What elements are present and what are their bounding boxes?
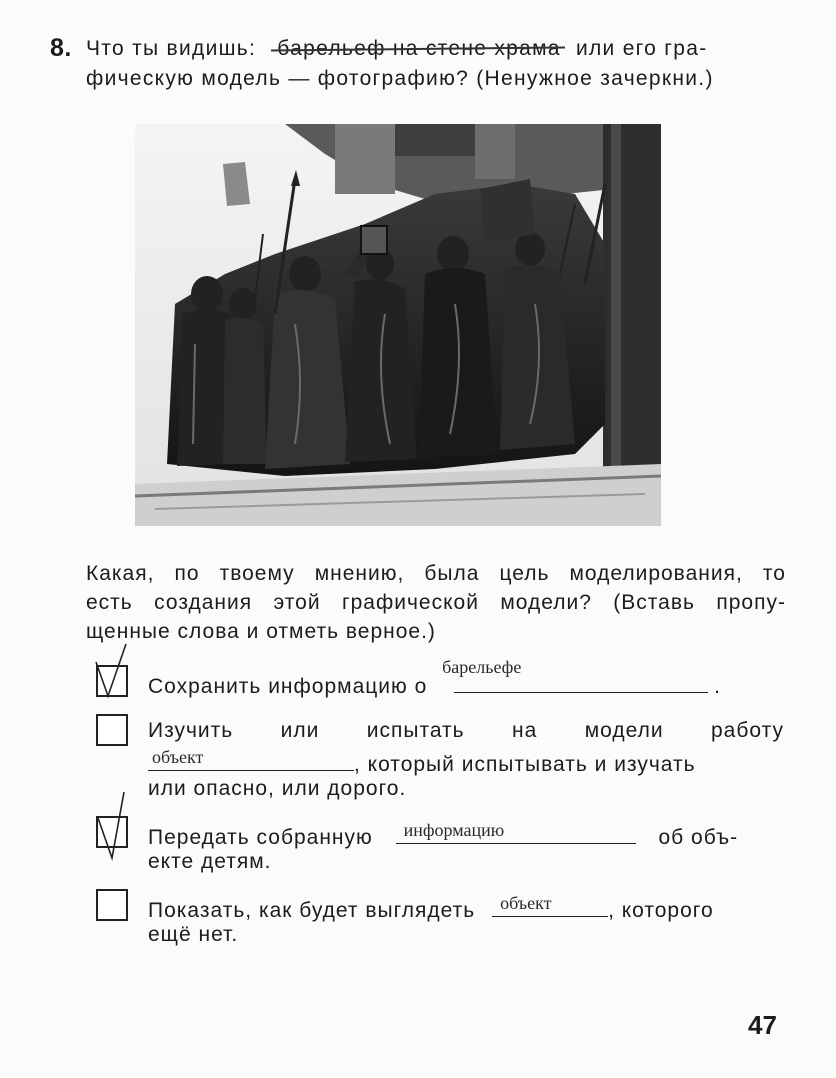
- page-number: 47: [748, 1010, 777, 1040]
- answer-blank-3[interactable]: [396, 821, 636, 844]
- prompt-line-1: Какая, по твоему мнению, была цель моделирования, то: [86, 562, 786, 585]
- answer-blank-2[interactable]: [148, 748, 354, 771]
- option-4-line-2: ещё нет.: [148, 923, 239, 946]
- question-text: Что ты видишь:: [86, 37, 257, 60]
- option-2-line-2: объект , который испытывать и изучать: [148, 748, 784, 777]
- prompt-line-3: щенные слова и отметь верное.): [86, 620, 436, 643]
- option-2-line-1: Изучить или испытать на модели работу: [148, 719, 784, 742]
- check-mark-icon: [92, 640, 132, 702]
- prompt-line-2: есть создания этой графической модели? (Вставь пропу-: [86, 591, 786, 614]
- option-2-checkbox[interactable]: [96, 714, 128, 746]
- handwritten-answer: объект: [500, 893, 552, 913]
- option-3-line-2: екте детям.: [148, 850, 272, 873]
- crossed-out-option: барельеф на стене храма: [277, 37, 561, 60]
- option-2-line-3: или опасно, или дорого.: [148, 777, 407, 800]
- answer-blank-1[interactable]: [442, 657, 708, 693]
- option-1-text: Сохранить информацию о барельефе .: [148, 657, 721, 698]
- question-connector: или его гра-: [575, 37, 708, 60]
- handwritten-answer: объект: [152, 747, 204, 767]
- option-4-checkbox[interactable]: [96, 889, 128, 921]
- option-3-line-1: Передать собранную информацию об объ-: [148, 820, 739, 849]
- relief-photo: [135, 124, 661, 526]
- question-line-2: фическую модель — фотографию? (Ненужное зачеркни.): [86, 67, 714, 90]
- handwritten-answer: информацию: [403, 820, 505, 840]
- task-number: 8.: [50, 34, 72, 62]
- answer-blank-4[interactable]: [492, 894, 608, 917]
- option-4-line-1: Показать, как будет выглядеть объект , которого: [148, 893, 714, 922]
- question-line-1: [86, 37, 708, 61]
- check-mark-icon: [94, 790, 134, 862]
- handwritten-answer: барельефе: [442, 657, 522, 677]
